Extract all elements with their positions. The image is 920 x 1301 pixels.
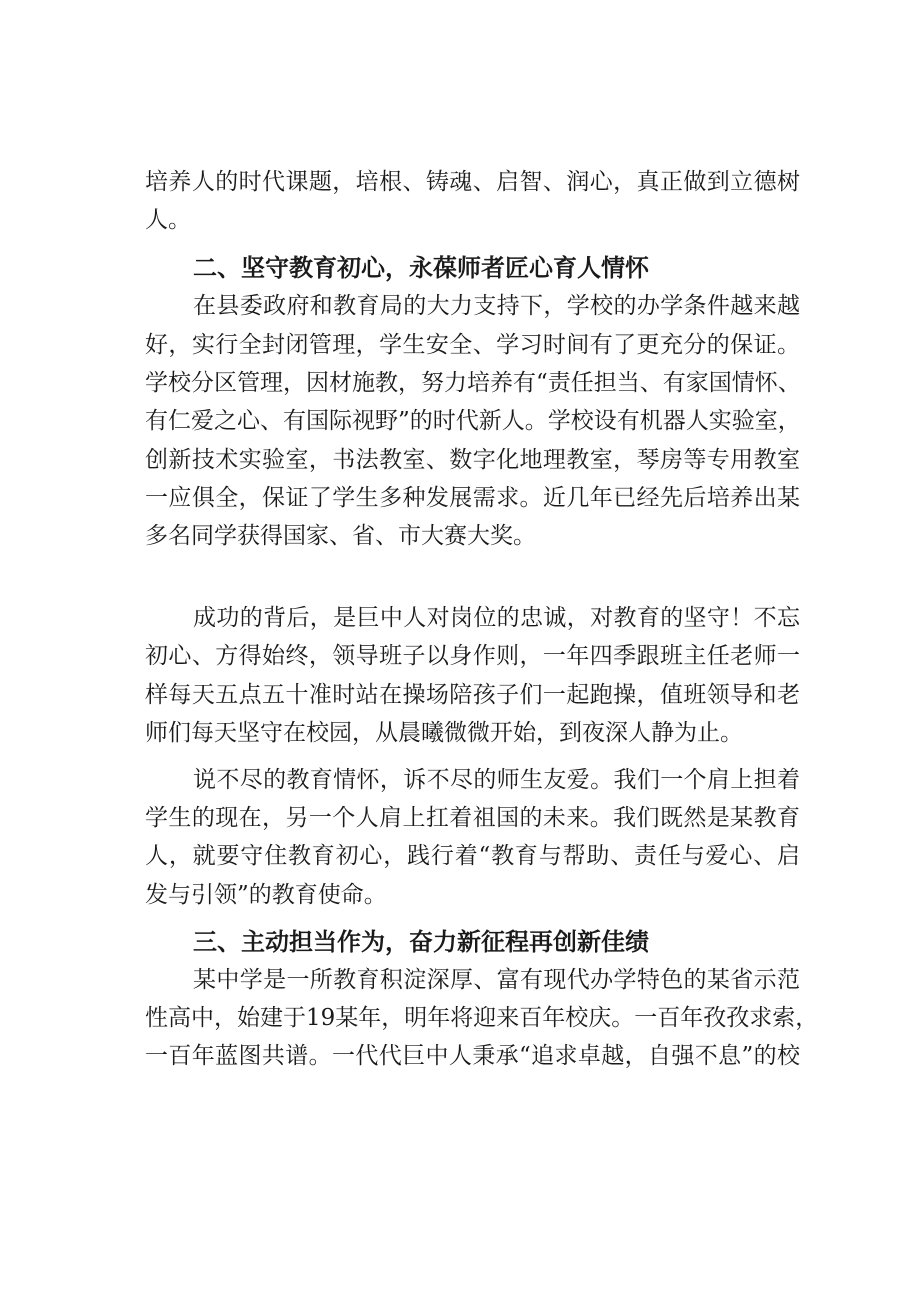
paragraph-line: 师们每天坚守在校园，从晨曦微微开始，到夜深人静为止。 xyxy=(145,720,743,746)
paragraph-line: 一百年蓝图共谱。一代代巨中人秉承“追求卓越，自强不息”的校 xyxy=(145,1043,800,1069)
paragraph-line: 有仁爱之心、有国际视野”的时代新人。学校设有机器人实验室， xyxy=(145,408,801,434)
section-heading-3: 三、主动担当作为，奋力新征程再创新佳绩 xyxy=(193,928,649,956)
paragraph-line: 多名同学获得国家、省、市大赛大奖。 xyxy=(145,523,536,549)
paragraph-line: 某中学是一所教育积淀深厚、富有现代办学特色的某省示范 xyxy=(193,967,800,993)
paragraph-line: 说不尽的教育情怀，诉不尽的师生友爱。我们一个肩上担着 xyxy=(193,767,800,793)
paragraph-line: 在县委政府和教育局的大力支持下，学校的办学条件越来越 xyxy=(193,293,800,319)
paragraph-line: 人。 xyxy=(145,207,191,233)
paragraph-line: 人，就要守住教育初心，践行着“教育与帮助、责任与爱心、启 xyxy=(145,843,800,869)
paragraph-line: 学校分区管理，因材施教，努力培养有“责任担当、有家国情怀、 xyxy=(145,370,801,396)
paragraph-line: 性高中，始建于19某年，明年将迎来百年校庆。一百年孜孜求索， xyxy=(145,1005,819,1031)
paragraph-line: 样每天五点五十准时站在操场陪孩子们一起跑操，值班领导和老 xyxy=(145,682,800,708)
paragraph-line: 一应俱全，保证了学生多种发展需求。近几年已经先后培养出某 xyxy=(145,485,800,511)
paragraph-line: 成功的背后，是巨中人对岗位的忠诚，对教育的坚守！不忘 xyxy=(193,605,800,631)
section-heading-2: 二、坚守教育初心，永葆师者匠心育人情怀 xyxy=(193,254,649,282)
paragraph-line: 发与引领”的教育使命。 xyxy=(145,882,387,908)
paragraph-line: 初心、方得始终，领导班子以身作则，一年四季跟班主任老师一 xyxy=(145,643,800,669)
paragraph-line: 好，实行全封闭管理，学生安全、学习时间有了更充分的保证。 xyxy=(145,332,800,358)
paragraph-line: 培养人的时代课题，培根、铸魂、启智、润心，真正做到立德树 xyxy=(145,169,800,195)
paragraph-line: 学生的现在，另一个人肩上扛着祖国的未来。我们既然是某教育 xyxy=(145,805,800,831)
paragraph-line: 创新技术实验室，书法教室、数字化地理教室，琴房等专用教室 xyxy=(145,447,800,473)
